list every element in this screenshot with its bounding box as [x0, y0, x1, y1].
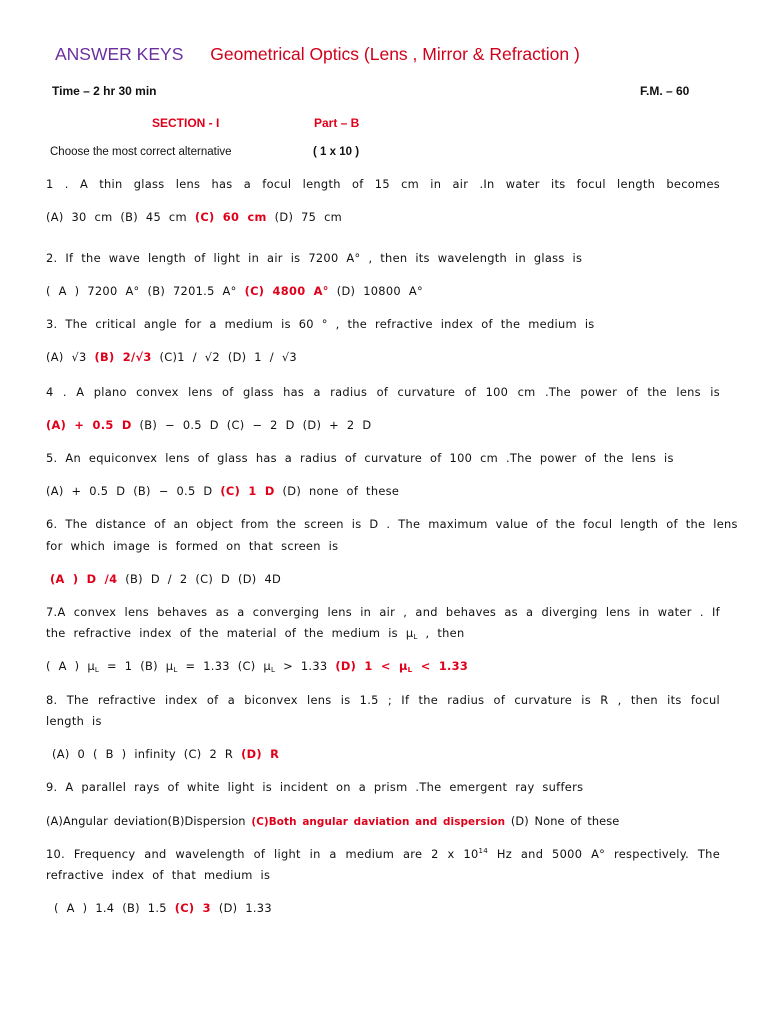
- mu-symbol: μ: [87, 659, 95, 673]
- question-10-stem: 10. Frequency and wavelength of light in a medium are 2 x 10: [46, 847, 479, 861]
- question-6-options: [50, 572, 281, 586]
- topic-heading: Geometrical Optics (Lens , Mirror & Refraction ): [210, 44, 580, 64]
- question-9-text: 9. A parallel rays of white light is incident on a prism .The emergent ray suffers: [46, 780, 584, 794]
- question-9-options-a-b: (A)Angular deviation(B)Dispersion: [46, 814, 246, 828]
- question-3-options: [46, 350, 297, 364]
- question-8-text-line-2: length is: [46, 714, 102, 728]
- question-3-answer: (B) 2/√3: [94, 350, 152, 364]
- subscript-l: L: [413, 633, 418, 641]
- question-7-option-b-value: = 1.33: [185, 659, 230, 673]
- question-2-text: 2. If the wave length of light in air is 7200 A° , then its wavelength in glass is: [46, 251, 583, 265]
- question-1-options: [46, 210, 342, 224]
- question-5-options-a-b: (A) + 0.5 D (B) − 0.5 D: [46, 484, 213, 498]
- question-9-option-d: (D) None of these: [510, 814, 620, 828]
- mu-symbol: μ: [398, 659, 408, 673]
- question-6-options-b-d: (B) D / 2 (C) D (D) 4D: [125, 572, 282, 586]
- full-marks-label: F.M. – 60: [640, 84, 690, 98]
- question-2-answer: (C) 4800 A°: [244, 284, 329, 298]
- subscript-l: L: [407, 666, 413, 674]
- question-10-text-line-2: refractive index of that medium is: [46, 868, 271, 882]
- question-10-stem-end: Hz and 5000 A° respectively. The: [496, 847, 721, 861]
- mu-symbol: μ: [165, 659, 174, 673]
- question-7-option-c-label: (C): [237, 659, 256, 673]
- question-1-text: [46, 177, 720, 191]
- question-8-answer: (D) R: [241, 747, 280, 761]
- question-7-option-a-label: ( A ): [46, 659, 80, 673]
- answer-keys-heading: ANSWER KEYS: [55, 44, 184, 64]
- exponent: 14: [478, 847, 489, 855]
- question-10-answer: (C) 3: [174, 901, 211, 915]
- question-5-text: 5. An equiconvex lens of glass has a radius of curvature of 100 cm .The power of the lens is: [46, 451, 674, 465]
- question-4-text: 4 . A plano convex lens of glass has a radius of curvature of 100 cm .The power of the lens is: [46, 385, 720, 399]
- question-1-option-d: (D) 75 cm: [274, 210, 343, 224]
- question-2-options: [46, 284, 423, 298]
- question-9-options: [46, 814, 619, 828]
- part-label: Part – B: [314, 116, 360, 130]
- subscript-l: L: [94, 666, 100, 674]
- question-10-text-line-1: [46, 847, 720, 861]
- question-3-options-c-d: (C)1 / √2 (D) 1 / √3: [159, 350, 297, 364]
- question-1-stem: A thin glass lens has a focul length of 15 cm in air .In water its focul length becomes: [79, 177, 720, 191]
- question-8-options: [52, 747, 279, 761]
- question-3-option-a: (A) √3: [46, 350, 87, 364]
- question-7-stem: the refractive index of the material of the medium is: [46, 626, 398, 640]
- question-8-text-line-1: 8. The refractive index of a biconvex lens is 1.5 ; If the radius of curvature is R , then its focul: [46, 693, 720, 707]
- question-1-options-a-b: (A) 30 cm (B) 45 cm: [46, 210, 187, 224]
- question-10-option-d: (D) 1.33: [218, 901, 272, 915]
- question-7-answer-prefix: (D) 1 <: [335, 659, 391, 673]
- question-8-options-a-c: (A) 0 ( B ) infinity (C) 2 R: [52, 747, 234, 761]
- question-7-option-a-value: = 1: [107, 659, 133, 673]
- question-7-answer: [335, 659, 468, 673]
- question-7-answer-suffix: < 1.33: [420, 659, 469, 673]
- question-7-text-line-2: [46, 626, 464, 641]
- document-title: [55, 44, 580, 65]
- question-6-answer: (A ) D /4: [50, 572, 118, 586]
- question-7-text-line-1: 7.A convex lens behaves as a converging lens in air , and behaves as a diverging lens in water . If: [46, 605, 720, 619]
- mu-symbol: μ: [263, 659, 271, 673]
- mu-symbol: μ: [405, 626, 414, 640]
- question-3-text: 3. The critical angle for a medium is 60 ° , the refractive index of the medium is: [46, 317, 595, 331]
- question-2-option-d: (D) 10800 A°: [336, 284, 423, 298]
- question-7-option-b-label: (B): [140, 659, 158, 673]
- question-9-answer: (C)Both angular daviation and dispersion: [251, 816, 506, 828]
- question-5-option-d: (D) none of these: [282, 484, 400, 498]
- subscript-l: L: [270, 666, 276, 674]
- marks-label: ( 1 x 10 ): [313, 146, 360, 158]
- question-5-answer: (C) 1 D: [220, 484, 275, 498]
- instruction-text: Choose the most correct alternative: [50, 146, 232, 158]
- question-4-answer: (A) + 0.5 D: [46, 418, 132, 432]
- question-10-options-a-b: ( A ) 1.4 (B) 1.5: [54, 901, 167, 915]
- section-label: SECTION - I: [152, 116, 220, 130]
- question-2-options-a-b: ( A ) 7200 A° (B) 7201.5 A°: [46, 284, 237, 298]
- subscript-l: L: [173, 666, 178, 674]
- question-6-text-line-1: 6. The distance of an object from the screen is D . The maximum value of the focul length of the lens: [46, 517, 738, 531]
- time-label: Time – 2 hr 30 min: [52, 84, 157, 98]
- question-10-options: [54, 901, 272, 915]
- question-6-text-line-2: for which image is formed on that screen is: [46, 539, 339, 553]
- question-5-options: [46, 484, 399, 498]
- question-1-number: 1 .: [46, 177, 69, 191]
- question-7-options: [46, 659, 468, 674]
- question-4-options: [46, 418, 371, 432]
- question-7-stem-end: , then: [425, 626, 465, 640]
- question-7-option-c-value: > 1.33: [283, 659, 328, 673]
- question-1-answer: (C) 60 cm: [194, 210, 267, 224]
- question-4-options-b-d: (B) − 0.5 D (C) − 2 D (D) + 2 D: [139, 418, 372, 432]
